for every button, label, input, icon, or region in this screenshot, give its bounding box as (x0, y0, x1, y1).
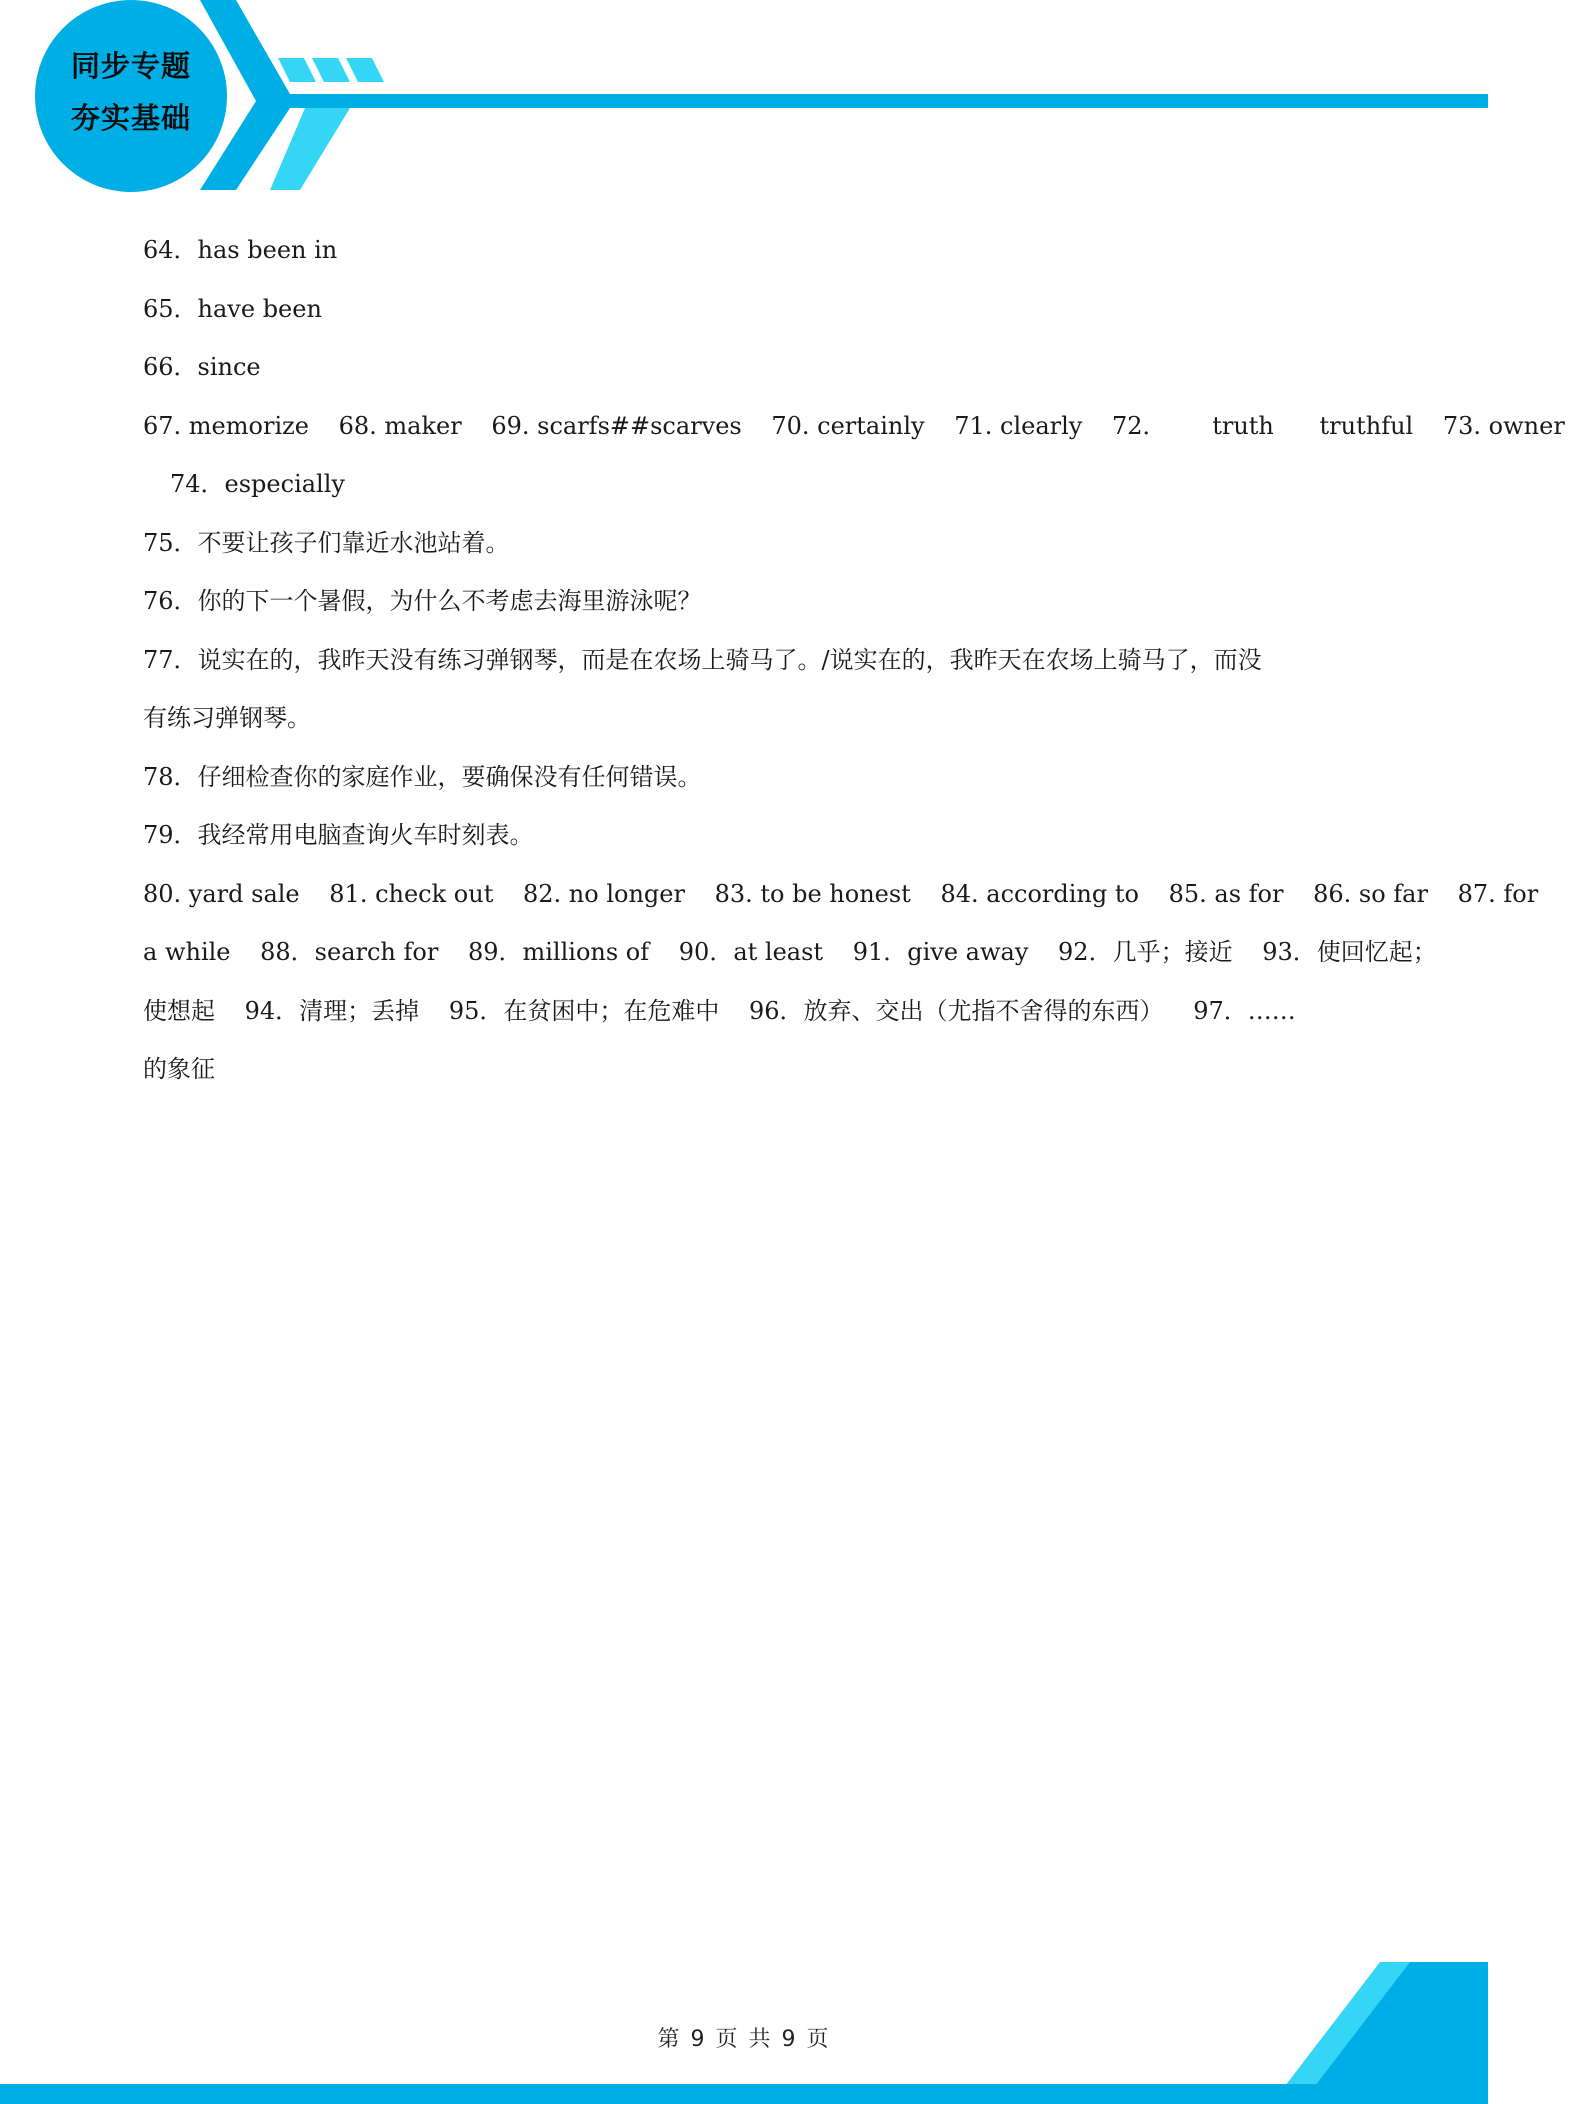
answer-65: 65．have been (143, 294, 322, 323)
answer-67: 67. memorize (143, 411, 309, 440)
answer-69: 69. scarfs##scarves (491, 411, 742, 440)
header-badge (36, 40, 226, 144)
answer-86: 86. so far (1313, 879, 1428, 908)
answer-87: 87. for (1457, 879, 1539, 908)
answer-91: 91．give away (852, 938, 1029, 966)
answer-93-cont: 使想起 (143, 996, 215, 1025)
header-bar (290, 94, 1488, 108)
answer-72-word-1: truth (1212, 411, 1274, 440)
answer-70: 70. certainly (771, 411, 925, 440)
answer-row-80-87 (143, 865, 1539, 924)
answer-87-cont: a while (143, 938, 231, 966)
badge-line-1: 同步专题 (70, 49, 191, 83)
answer-73: 73. owner (1442, 411, 1565, 440)
footer-bar (0, 2084, 1488, 2104)
answer-77-line-2: 有练习弹钢琴。 (143, 704, 311, 732)
answer-77-line-1: 77．说实在的，我昨天没有练习弹钢琴，而是在农场上骑马了。/说实在的，我昨天在农场上骑马了，而没 (143, 645, 1262, 674)
answer-66: 66．since (143, 353, 261, 381)
answer-97-cont: 的象征 (143, 1055, 215, 1083)
answer-93: 93．使回忆起； (1262, 938, 1437, 966)
answer-92: 92．几乎；接近 (1058, 938, 1233, 966)
answer-85: 85. as for (1168, 879, 1284, 908)
answer-78: 78．仔细检查你的家庭作业，要确保没有任何错误。 (143, 762, 702, 791)
answer-94: 94．清理；丢掉 (244, 996, 420, 1025)
answer-71: 71. clearly (954, 411, 1083, 440)
header-chevron-accent (270, 108, 350, 190)
answer-list (143, 221, 1565, 1099)
answer-75: 75．不要让孩子们靠近水池站着。 (143, 528, 510, 557)
answer-89: 89．millions of (467, 938, 650, 966)
answer-72-word-2: truthful (1319, 411, 1414, 440)
answer-row-87-93 (143, 923, 1437, 982)
answer-83: 83. to be honest (714, 879, 911, 908)
answer-80: 80. yard sale (143, 879, 300, 908)
page-number: 第 9 页 共 9 页 (657, 2027, 831, 2052)
badge-line-2: 夯实基础 (70, 101, 191, 135)
answer-97: 97．…… (1193, 996, 1296, 1025)
answer-82: 82. no longer (522, 879, 685, 908)
answer-row-67-73 (143, 397, 1565, 456)
header-stripe-2 (312, 58, 350, 82)
header-stripe-1 (278, 58, 316, 82)
answer-96: 96．放弃、交出（尤指不舍得的东西） (749, 996, 1164, 1025)
answer-81: 81. check out (329, 879, 494, 908)
header-stripe-3 (346, 58, 384, 82)
answer-84: 84. according to (940, 879, 1139, 908)
answer-row-93-97 (143, 982, 1348, 1041)
answer-90: 90．at least (678, 938, 824, 966)
answer-88: 88．search for (260, 938, 439, 966)
answer-95: 95．在贫困中；在危难中 (448, 996, 720, 1025)
answer-64: 64．has been in (143, 236, 338, 264)
answer-76: 76．你的下一个暑假，为什么不考虑去海里游泳呢？ (143, 587, 702, 615)
answer-72-number: 72． (1112, 411, 1167, 440)
answer-79: 79．我经常用电脑查询火车时刻表。 (143, 821, 534, 849)
answer-74: 74．especially (170, 470, 345, 498)
answer-68: 68. maker (338, 411, 462, 440)
